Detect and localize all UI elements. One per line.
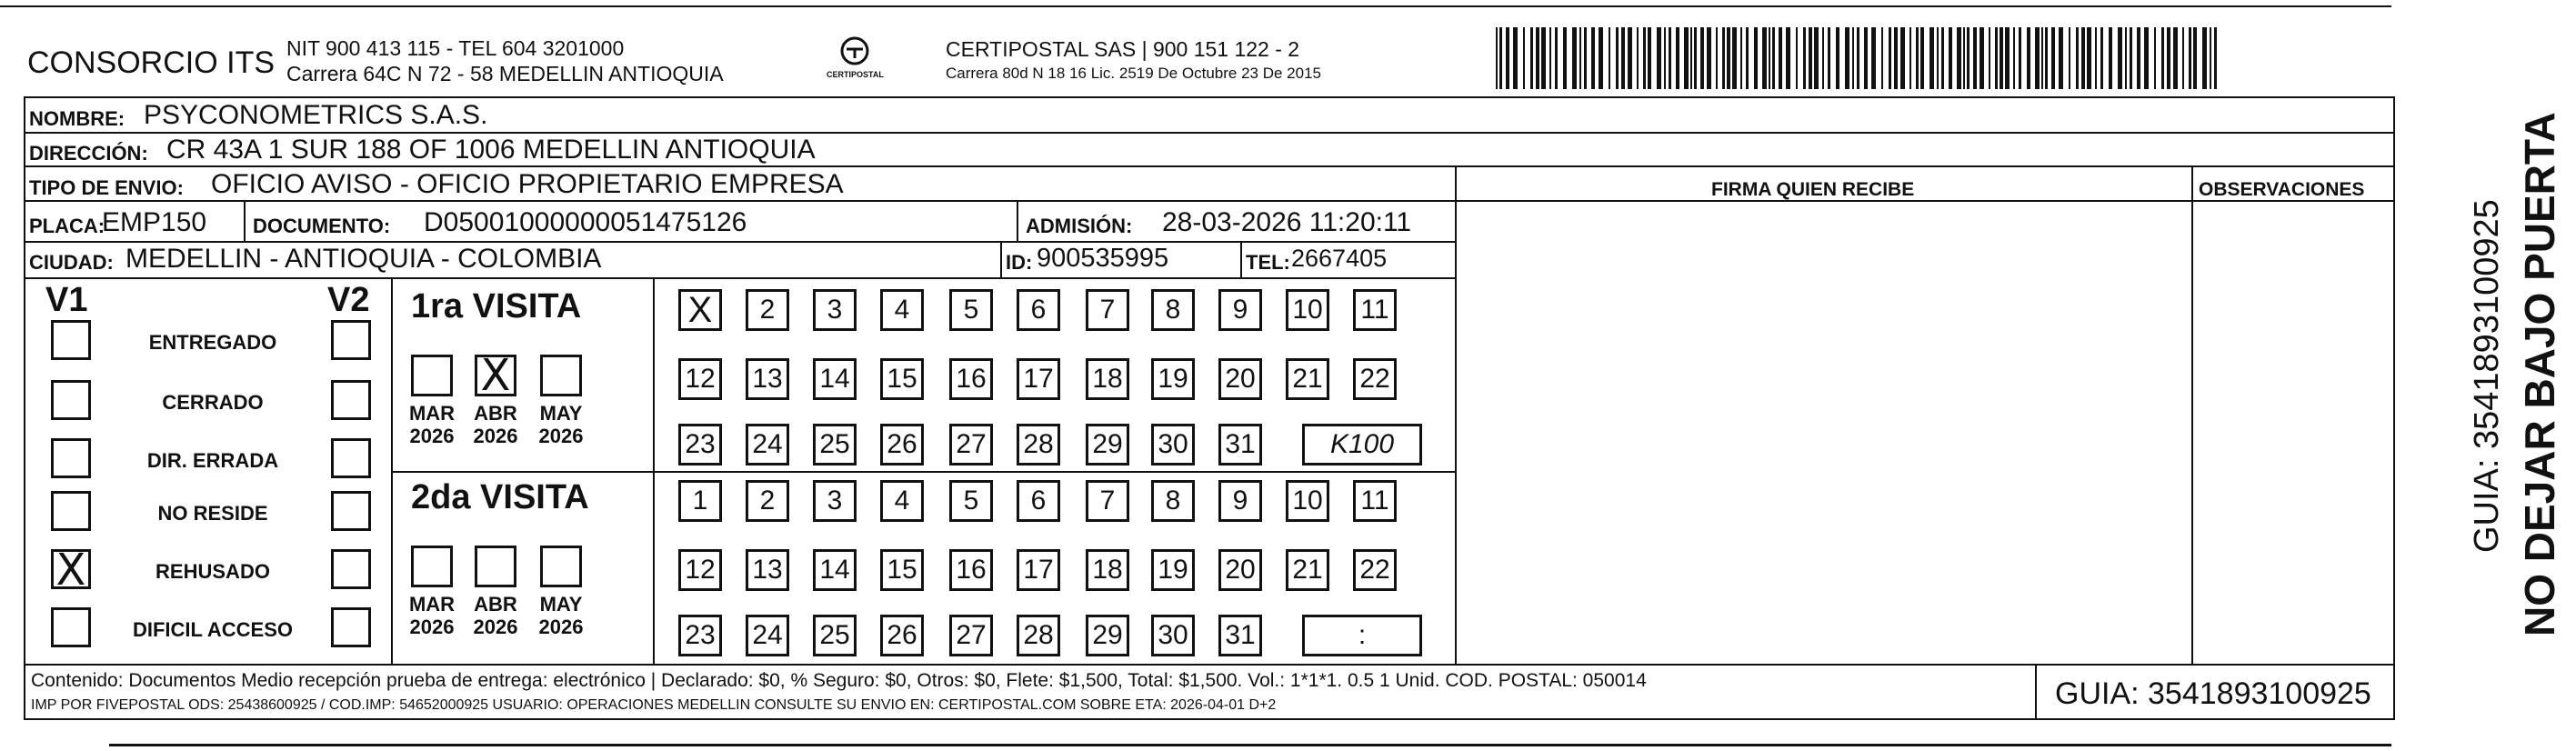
barcode-bar <box>1989 27 1990 89</box>
day-box[interactable]: 21 <box>1286 358 1329 400</box>
day-box[interactable]: 7 <box>1086 480 1129 522</box>
v1-checkbox[interactable] <box>51 491 91 531</box>
barcode-bar <box>1513 27 1518 89</box>
day-box[interactable]: 16 <box>949 549 993 591</box>
barcode-bar <box>2210 27 2211 89</box>
tipo-envio-value: OFICIO AVISO - OFICIO PROPIETARIO EMPRESA <box>211 169 844 199</box>
v2-checkbox[interactable] <box>331 380 371 420</box>
barcode-bar <box>1754 27 1758 89</box>
barcode-bar <box>1900 27 1905 89</box>
barcode-bar <box>2173 27 2178 89</box>
day-box[interactable]: 22 <box>1353 358 1397 400</box>
col-line <box>2191 165 2193 664</box>
barcode-bar <box>1694 27 1697 89</box>
day-box[interactable]: 18 <box>1086 549 1129 591</box>
status-label: CERRADO <box>162 391 264 414</box>
barcode-bar <box>1803 27 1806 89</box>
row-line <box>24 165 2395 167</box>
v1-checkbox[interactable] <box>51 438 91 478</box>
barcode-bar <box>1616 27 1619 89</box>
barcode-bar <box>1929 27 1934 89</box>
barcode-bar <box>2189 27 2191 89</box>
barcode-bar <box>2000 27 2003 89</box>
barcode-bar <box>1572 27 1577 89</box>
company-name: CONSORCIO ITS <box>27 45 276 80</box>
barcode-bar <box>1690 27 1692 89</box>
day-box[interactable]: 18 <box>1086 358 1129 400</box>
month-checkbox[interactable] <box>411 355 453 396</box>
admision-label: ADMISIÓN: <box>1026 215 1133 237</box>
barcode-bar <box>1499 27 1502 89</box>
id-label: ID: <box>1006 251 1033 274</box>
status-label: ENTREGADO <box>148 331 277 354</box>
carrier-name: CERTIPOSTAL SAS | 900 151 122 - 2 <box>946 37 1300 61</box>
barcode-bar <box>1889 27 1891 89</box>
month-year: 2026 <box>409 425 455 448</box>
day-box[interactable]: 20 <box>1218 358 1262 400</box>
logo-text: CERTIPOSTAL <box>827 70 884 79</box>
day-box[interactable]: 3 <box>813 289 857 331</box>
footer-guia: GUIA: 3541893100925 <box>2055 676 2371 711</box>
barcode-bar <box>2051 27 2055 89</box>
month-name: MAR <box>408 593 456 616</box>
day-box[interactable]: 16 <box>949 358 993 400</box>
nombre-label: NOMBRE: <box>29 107 125 130</box>
barcode-bar <box>1864 27 1868 89</box>
barcode-bar <box>2130 27 2132 89</box>
day-box[interactable]: 5 <box>949 480 993 522</box>
barcode-bar <box>1700 27 1704 89</box>
day-box[interactable]: 29 <box>1086 615 1129 656</box>
day-box[interactable]: 13 <box>746 549 789 591</box>
row-line <box>24 664 2395 666</box>
month-checkbox[interactable] <box>475 546 516 587</box>
visit-2-title: 2da VISITA <box>411 478 589 516</box>
documento-value: D05001000000051475126 <box>424 207 747 237</box>
barcode-bar <box>2076 27 2079 89</box>
barcode-bar <box>1637 27 1639 89</box>
day-box[interactable]: 24 <box>746 615 789 656</box>
barcode-bar <box>1772 27 1775 89</box>
row-line <box>24 132 2395 134</box>
side-guia: GUIA: 3541893100925 <box>2468 199 2506 553</box>
day-box[interactable]: 30 <box>1151 424 1195 466</box>
day-box[interactable]: 23 <box>678 424 722 466</box>
certipostal-logo-icon <box>814 35 896 85</box>
barcode-bar <box>1963 27 1965 89</box>
col-line <box>2035 664 2037 720</box>
barcode-bar <box>1549 27 1551 89</box>
barcode-bar <box>2027 27 2030 89</box>
barcode-bar <box>1995 27 1998 89</box>
day-box[interactable]: 8 <box>1151 289 1195 331</box>
barcode-bar <box>1669 27 1671 89</box>
barcode-bar <box>1909 27 1911 89</box>
barcode-bar <box>2069 27 2070 89</box>
day-box[interactable]: 28 <box>1017 615 1060 656</box>
v2-checkbox[interactable] <box>331 320 371 360</box>
barcode-bar <box>1857 27 1859 89</box>
day-box[interactable]: X <box>678 289 722 331</box>
month-year: 2026 <box>473 616 518 639</box>
status-label: DIR. ERRADA <box>146 449 279 472</box>
day-box[interactable]: 26 <box>880 424 924 466</box>
barcode-bar <box>1664 27 1666 89</box>
bottom-rule <box>109 744 2391 746</box>
v2-checkbox[interactable] <box>331 438 371 478</box>
day-box[interactable]: 19 <box>1151 358 1195 400</box>
month-checkbox[interactable] <box>540 355 582 396</box>
barcode-bar <box>1648 27 1651 89</box>
barcode-bar <box>1621 27 1625 89</box>
barcode-bar <box>1949 27 1952 89</box>
day-box[interactable]: 13 <box>746 358 789 400</box>
day-box[interactable]: 4 <box>880 289 924 331</box>
time-box[interactable]: : <box>1302 615 1422 656</box>
day-box[interactable]: 27 <box>949 424 993 466</box>
barcode-bar <box>1786 27 1790 89</box>
barcode-bar <box>2100 27 2103 89</box>
day-box[interactable]: 11 <box>1353 480 1397 522</box>
v1-checkbox[interactable] <box>51 320 91 360</box>
day-box[interactable]: 7 <box>1086 289 1129 331</box>
col-line <box>1455 165 1457 664</box>
barcode-bar <box>1628 27 1632 89</box>
col-line <box>1000 241 1002 277</box>
barcode-bar <box>1920 27 1924 89</box>
v1-checkbox[interactable] <box>51 607 91 647</box>
day-box[interactable]: 10 <box>1286 480 1329 522</box>
time-box[interactable]: K100 <box>1302 424 1422 466</box>
col-line <box>244 200 246 241</box>
barcode-bar <box>2059 27 2063 89</box>
day-box[interactable]: 15 <box>880 549 924 591</box>
barcode-bar <box>1555 27 1558 89</box>
day-box[interactable]: 31 <box>1218 424 1262 466</box>
barcode-bar <box>1740 27 1742 89</box>
barcode-bar <box>1579 27 1581 89</box>
barcode-bar <box>1716 27 1718 89</box>
month-year: 2026 <box>538 425 584 448</box>
barcode-bar <box>1941 27 1944 89</box>
barcode-bar <box>2125 27 2127 89</box>
barcode-bar <box>2144 27 2149 89</box>
barcode-bar <box>1852 27 1854 89</box>
day-box[interactable]: 17 <box>1017 358 1060 400</box>
v2-checkbox[interactable] <box>331 549 371 589</box>
tel-value: 2667405 <box>1291 245 1388 272</box>
day-box[interactable]: 9 <box>1218 480 1262 522</box>
barcode-bar <box>1980 27 1984 89</box>
day-box[interactable]: 11 <box>1353 289 1397 331</box>
barcode-bar <box>2214 27 2217 89</box>
month-label <box>400 402 464 448</box>
barcode-bar <box>1957 27 1961 89</box>
ciudad-label: CIUDAD: <box>29 251 114 274</box>
direccion-value: CR 43A 1 SUR 188 OF 1006 MEDELLIN ANTIOQUIA <box>166 135 816 165</box>
barcode-bar <box>1828 27 1830 89</box>
barcode-bar <box>2167 27 2170 89</box>
barcode-bar <box>2118 27 2122 89</box>
status-label: REHUSADO <box>155 560 270 583</box>
barcode-bar <box>1769 27 1770 89</box>
v2-label: V2 <box>327 281 370 319</box>
barcode-bar <box>1967 27 1970 89</box>
admision-value: 28-03-2026 11:20:11 <box>1162 207 1412 237</box>
placa-value: EMP150 <box>102 207 207 237</box>
month-label <box>400 593 464 639</box>
barcode-bar <box>2202 27 2207 89</box>
month-label <box>529 593 593 639</box>
firma-label: FIRMA QUIEN RECIBE <box>1711 179 1915 200</box>
day-box[interactable]: 8 <box>1151 480 1195 522</box>
month-name: MAY <box>539 402 583 425</box>
day-box[interactable]: 29 <box>1086 424 1129 466</box>
barcode-bar <box>2161 27 2164 89</box>
barcode-bar <box>1523 27 1525 89</box>
month-name: ABR <box>474 402 517 425</box>
day-box[interactable]: 15 <box>880 358 924 400</box>
barcode-bar <box>1676 27 1679 89</box>
day-box[interactable]: 9 <box>1218 289 1262 331</box>
company-address: Carrera 64C N 72 - 58 MEDELLIN ANTIOQUIA <box>286 62 724 85</box>
barcode-bar <box>1937 27 1939 89</box>
nombre-value: PSYCONOMETRICS S.A.S. <box>144 100 488 130</box>
month-label <box>529 402 593 448</box>
day-box[interactable]: 19 <box>1151 549 1195 591</box>
day-box[interactable]: 25 <box>813 424 857 466</box>
footer-contenido: Contenido: Documentos Medio recepción prueba de entrega: electrónico | Declarado: $0, % Seguro: $0, Otros: $0, Flete: $1,500, Total: $1,500. Vol.: 1*1*1. 0.5 1 Unid. COD. POSTAL: 050014 <box>31 670 1647 691</box>
day-box[interactable]: 21 <box>1286 549 1329 591</box>
month-checkbox[interactable]: X <box>475 355 516 396</box>
barcode-bar <box>1796 27 1798 89</box>
barcode-bar <box>1722 27 1725 89</box>
top-rule <box>0 5 2391 7</box>
visit-1-title: 1ra VISITA <box>411 287 582 325</box>
company-nit: NIT 900 413 115 - TEL 604 3201000 <box>286 36 625 60</box>
day-box[interactable]: 20 <box>1218 549 1262 591</box>
month-year: 2026 <box>538 616 584 639</box>
observaciones-label: OBSERVACIONES <box>2199 179 2365 200</box>
barcode-bar <box>2019 27 2021 89</box>
documento-label: DOCUMENTO: <box>253 215 391 237</box>
col-line <box>1017 200 1018 241</box>
barcode-bar <box>1779 27 1782 89</box>
carrier-license: Carrera 80d N 18 16 Lic. 2519 De Octubre 23 De 2015 <box>946 65 1321 82</box>
barcode-bar <box>1814 27 1819 89</box>
barcode-bar <box>2041 27 2043 89</box>
v1-label: V1 <box>45 281 88 319</box>
day-box[interactable]: 6 <box>1017 480 1060 522</box>
direccion-label: DIRECCIÓN: <box>29 142 148 165</box>
barcode-bar <box>1746 27 1749 89</box>
barcode-bar <box>2154 27 2156 89</box>
tipo-envio-label: TIPO DE ENVIO: <box>29 176 184 199</box>
no-dejar-bajo-puerta: NO DEJAR BAJO PUERTA <box>2516 112 2563 636</box>
month-label <box>464 402 527 448</box>
barcode-bar <box>2137 27 2140 89</box>
day-box[interactable]: 2 <box>746 480 789 522</box>
barcode-bar <box>1836 27 1839 89</box>
barcode-bar <box>2109 27 2112 89</box>
day-box[interactable]: 31 <box>1218 615 1262 656</box>
day-box[interactable]: 26 <box>880 615 924 656</box>
barcode-bar <box>1643 27 1646 89</box>
month-name: ABR <box>474 593 517 616</box>
barcode-bar <box>1916 27 1919 89</box>
barcode-bar <box>2087 27 2091 89</box>
status-label: NO RESIDE <box>157 502 268 525</box>
barcode-bar <box>1881 27 1883 89</box>
ciudad-value: MEDELLIN - ANTIOQUIA - COLOMBIA <box>125 244 602 274</box>
v1-checkbox[interactable]: X <box>51 549 91 589</box>
barcode-bar <box>1762 27 1767 89</box>
v2-checkbox[interactable] <box>331 491 371 531</box>
barcode-bar <box>1684 27 1689 89</box>
month-label <box>464 593 527 639</box>
barcode-icon <box>1496 27 2223 89</box>
barcode-bar <box>1845 27 1849 89</box>
barcode-bar <box>1609 27 1610 89</box>
row-line <box>391 471 1455 473</box>
barcode-bar <box>2013 27 2015 89</box>
placa-label: PLACA: <box>29 215 105 237</box>
month-checkbox[interactable] <box>540 546 582 587</box>
barcode-bar <box>1536 27 1539 89</box>
day-box[interactable]: 24 <box>746 424 789 466</box>
day-box[interactable]: 14 <box>813 358 857 400</box>
day-box[interactable]: 22 <box>1353 549 1397 591</box>
col-line <box>1240 241 1242 277</box>
barcode-bar <box>1541 27 1546 89</box>
barcode-bar <box>2193 27 2197 89</box>
tel-label: TEL: <box>1246 251 1290 274</box>
day-box[interactable]: 10 <box>1286 289 1329 331</box>
barcode-bar <box>1822 27 1824 89</box>
barcode-bar <box>1732 27 1737 89</box>
day-box[interactable]: 17 <box>1017 549 1060 591</box>
month-year: 2026 <box>473 425 518 448</box>
id-value: 900535995 <box>1037 244 1169 273</box>
barcode-bar <box>1584 27 1587 89</box>
day-box[interactable]: 6 <box>1017 289 1060 331</box>
barcode-bar <box>1973 27 1977 89</box>
row-line <box>24 200 2395 202</box>
month-year: 2026 <box>409 616 455 639</box>
month-checkbox[interactable] <box>411 546 453 587</box>
barcode-bar <box>1727 27 1730 89</box>
footer-imp: IMP POR FIVEPOSTAL ODS: 25438600925 / COD.IMP: 54652000925 USUARIO: OPERACIONES MEDELLIN CONSULTE SU ENVIO EN: CERTIPOSTAL.COM SOBRE ETA: 2026-04-01 D+2 <box>31 697 1277 713</box>
day-box[interactable]: 5 <box>949 289 993 331</box>
day-box[interactable]: 28 <box>1017 424 1060 466</box>
barcode-bar <box>2182 27 2184 89</box>
barcode-bar <box>1563 27 1567 89</box>
day-box[interactable]: 23 <box>678 615 722 656</box>
day-box[interactable]: 2 <box>746 289 789 331</box>
barcode-bar <box>1530 27 1533 89</box>
barcode-bar <box>1506 27 1509 89</box>
day-box[interactable]: 12 <box>678 549 722 591</box>
barcode-bar <box>1496 27 1498 89</box>
col-line <box>653 277 655 664</box>
barcode-bar <box>2081 27 2085 89</box>
day-box[interactable]: 14 <box>813 549 857 591</box>
row-line <box>24 277 1456 279</box>
barcode-bar <box>1657 27 1661 89</box>
month-name: MAR <box>408 402 456 425</box>
status-label: DIFICIL ACCESO <box>132 618 293 641</box>
barcode-bar <box>2005 27 2010 89</box>
day-box[interactable]: 30 <box>1151 615 1195 656</box>
day-box[interactable]: 1 <box>678 480 722 522</box>
day-box[interactable]: 3 <box>813 480 857 522</box>
day-box[interactable]: 12 <box>678 358 722 400</box>
barcode-bar <box>1599 27 1603 89</box>
barcode-bar <box>1707 27 1711 89</box>
month-name: MAY <box>539 593 583 616</box>
day-box[interactable]: 4 <box>880 480 924 522</box>
barcode-bar <box>2035 27 2040 89</box>
v2-checkbox[interactable] <box>331 607 371 647</box>
day-box[interactable]: 27 <box>949 615 993 656</box>
barcode-bar <box>1894 27 1898 89</box>
barcode-bar <box>2095 27 2097 89</box>
barcode-bar <box>2045 27 2048 89</box>
barcode-bar <box>1809 27 1812 89</box>
day-box[interactable]: 25 <box>813 615 857 656</box>
barcode-bar <box>1871 27 1876 89</box>
barcode-bar <box>1591 27 1595 89</box>
v1-checkbox[interactable] <box>51 380 91 420</box>
